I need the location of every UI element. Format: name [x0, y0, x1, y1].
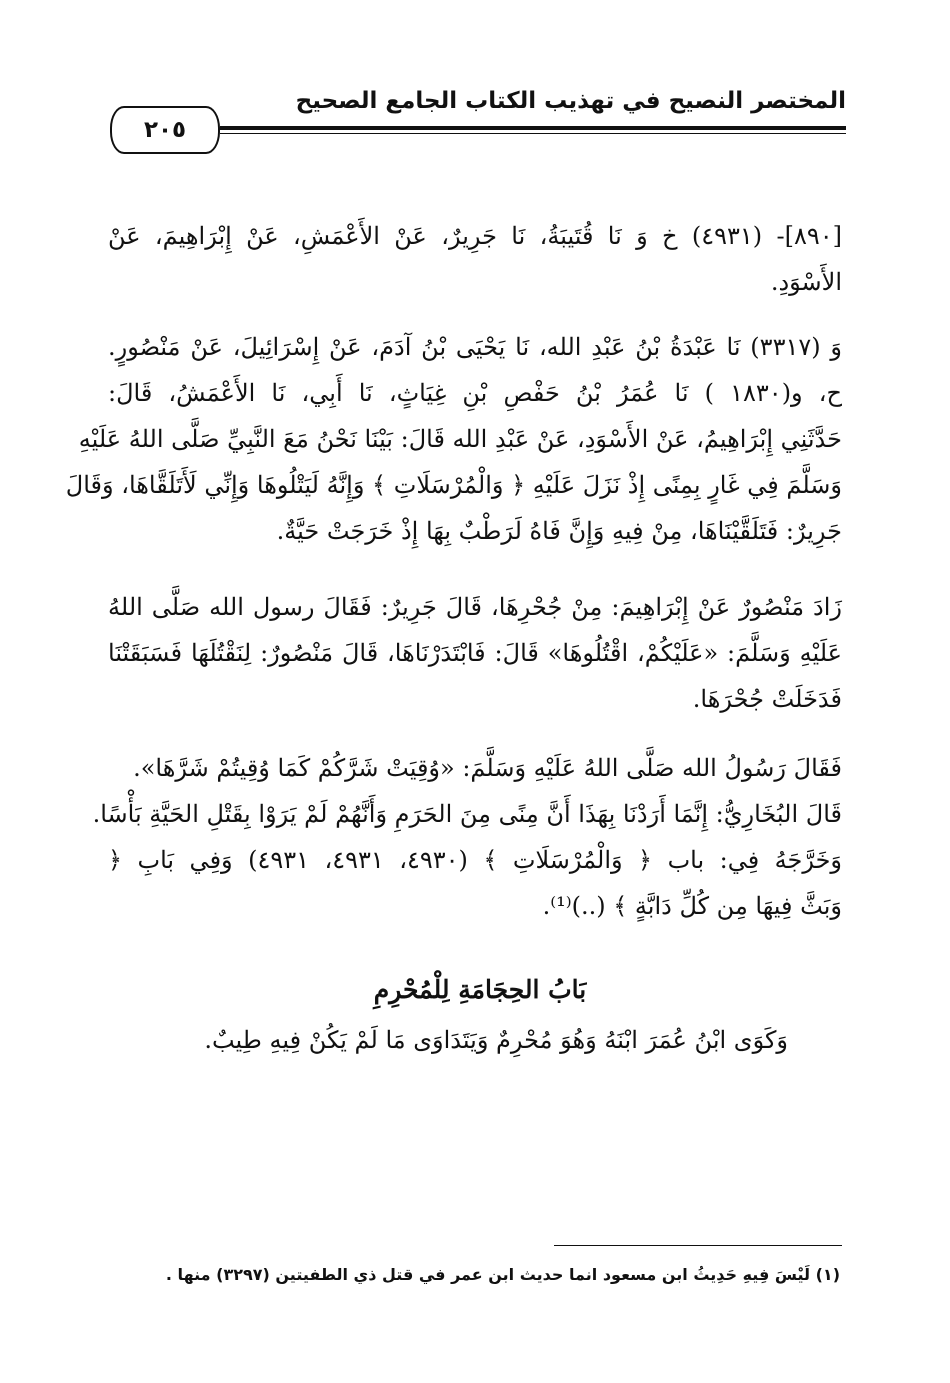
text-line: عَلَيْهِ وَسَلَّمَ: «عَلَيْكُمْ، اقْتُلُوهَا» قَالَ: فَابْتَدَرْنَاهَا، قَالَ مَنْصُورٌ: لِنَقْتُلَهَا فَسَبَقَتْنَا — [108, 639, 843, 667]
text-line: قَالَ البُخَارِيُّ: إِنَّمَا أَرَدْنَا بِهَذَا أَنَّ مِنًى مِنَ الحَرَمِ وَأَنَّهُمْ لَمْ يَرَوْا بِقَتْلِ الحَيَّةِ بَأْسًا. — [92, 800, 842, 828]
header-rule-thin — [220, 133, 846, 134]
running-title: المختصر النصيح في تهذيب الكتاب الجامع الصحيح — [295, 88, 846, 114]
chapter-heading: بَابُ الحِجَامَةِ لِلْمُحْرِمِ — [373, 975, 587, 1004]
text-line: فَقَالَ رَسُولُ الله صَلَّى اللهُ عَلَيْهِ وَسَلَّمَ: «وُقِيَتْ شَرَّكُمْ كَمَا وُقِيتُمْ شَرَّهَا». — [133, 754, 842, 782]
footnote: (١) لَيْسَ فِيهِ حَدِيثُ ابن مسعود انما حديث ابن عمر في قتل ذي الطفيتين (٣٢٩٧) منها . — [165, 1265, 840, 1284]
chapter-subheading: وَكَوَى ابْنُ عُمَرَ ابْنَهُ وَهُوَ مُحْرِمٌ وَيَتَدَاوَى مَا لَمْ يَكُنْ فِيهِ طِيبٌ. — [204, 1026, 788, 1054]
text-line: فَدَخَلَتْ جُحْرَهَا. — [692, 685, 842, 713]
text-line: الأَسْوَدِ. — [770, 268, 842, 296]
text-line: وَسَلَّمَ فِي غَارٍ بِمِنًى إِذْ نَزَلَ عَلَيْهِ ﴿ وَالْمُرْسَلَاتِ ﴾ وَإِنَّهُ لَيَتْلُوهَا وَإِنِّي لَأَتَلَقَّاهَا، وَقَالَ — [65, 471, 842, 499]
text-line: جَرِيرٌ: فَتَلَقَّيْنَاهَا، مِنْ فِيهِ وَإِنَّ فَاهُ لَرَطْبٌ بِهَا إِذْ خَرَجَتْ حَيَّةٌ. — [276, 517, 842, 545]
text-line: وَبَثَّ فِيهَا مِن كُلِّ دَابَّةٍ ﴾ (..)⁽¹⁾. — [542, 892, 842, 920]
hadith-text-block-2 — [65, 324, 842, 554]
text-line: زَادَ مَنْصُورٌ عَنْ إِبْرَاهِيمَ: مِنْ جُحْرِهَا، قَالَ جَرِيرٌ: فَقَالَ رسول الله صَلَّى اللهُ — [108, 593, 842, 621]
footnote-separator — [554, 1245, 842, 1246]
text-line: وَخَرَّجَهُ فِي: باب ﴿ وَالْمُرْسَلَاتِ ﴾ (٤٩٣٠، ٤٩٣١، ٤٩٣١) وَفِي بَابِ ﴿ — [108, 846, 842, 874]
hadith-text-block-1 — [108, 213, 842, 305]
text-line: وَ (٣٣١٧) نَا عَبْدَةُ بْنُ عَبْدِ الله، نَا يَحْيَى بْنُ آدَمَ، عَنْ إِسْرَائِيلَ، عَنْ مَنْصُورٍ. — [108, 333, 842, 361]
text-line: حَدَّثَنِي إِبْرَاهِيمُ، عَنْ الأَسْوَدِ، عَنْ عَبْدِ الله قَالَ: بَيْنَا نَحْنُ مَعَ النَّبِيِّ صَلَّى اللهُ عَلَيْهِ — [78, 425, 842, 453]
hadith-text-block-4 — [92, 745, 842, 929]
page-header — [108, 88, 846, 160]
text-line: ح، و(١٨٣٠ ) نَا عُمَرُ بْنُ حَفْصِ بْنِ غِيَاثٍ، نَا أَبِي، نَا الأَعْمَشُ، قَالَ: — [108, 379, 842, 407]
hadith-text-block-3 — [108, 584, 842, 722]
page-number: ٢٠٥ — [110, 106, 220, 154]
text-line: [٨٩٠]- (٤٩٣١) خ وَ نَا قُتَيبَةُ، نَا جَرِيرٌ، عَنْ الأَعْمَشِ، عَنْ إِبْرَاهِيمَ، عَنْ — [108, 222, 842, 250]
header-rule — [220, 126, 846, 130]
